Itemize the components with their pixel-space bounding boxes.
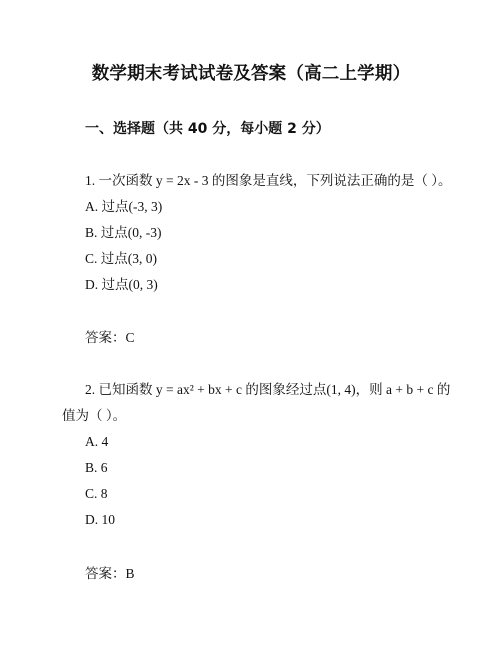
question-2-option-b: B. 6 (85, 460, 108, 475)
question-1-option-d: D. 过点(0, 3) (85, 277, 158, 292)
question-2-stem: 2. 已知函数 y = ax² + bx + c 的图象经过点(1, 4)，则 a + b + c 的 (85, 382, 451, 397)
document-title: 数学期末考试试卷及答案（高二上学期） (91, 64, 411, 84)
question-1-option-a: A. 过点(-3, 3) (85, 199, 163, 214)
question-1-option-b: B. 过点(0, -3) (85, 225, 162, 240)
question-1-answer: 答案：C (85, 330, 135, 345)
section-heading: 一、选择题（共 40 分，每小题 2 分） (85, 121, 330, 137)
question-2-stem-continued: 值为（ ）。 (62, 408, 127, 423)
question-2-option-d: D. 10 (85, 512, 115, 527)
question-2-option-a: A. 4 (85, 434, 109, 449)
question-2-answer: 答案：B (85, 566, 135, 581)
question-2-option-c: C. 8 (85, 486, 108, 501)
question-1-option-c: C. 过点(3, 0) (85, 251, 157, 266)
question-1-stem: 1. 一次函数 y = 2x - 3 的图象是直线，下列说法正确的是（ ）。 (85, 173, 452, 188)
